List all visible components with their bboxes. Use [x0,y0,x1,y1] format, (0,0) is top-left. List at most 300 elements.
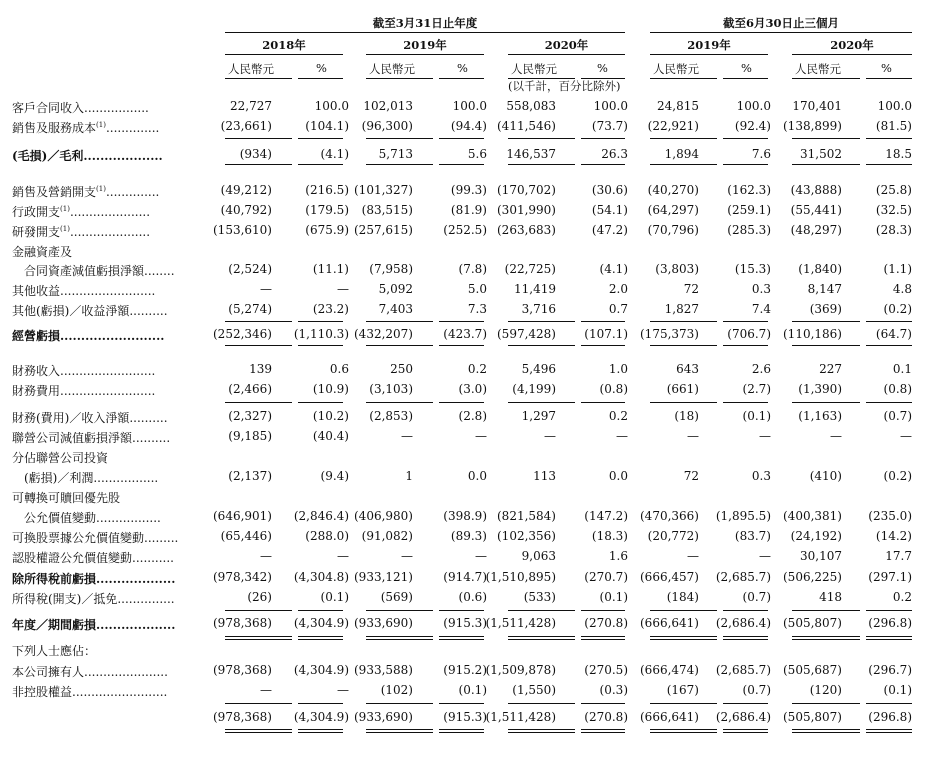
amount-cell: (102) [380,683,413,697]
percent-cell: (914.7) [443,570,487,584]
amount-cell: (110,186) [783,327,842,341]
subtotal-rule [298,703,343,704]
row-label: 行政開支$^{(1)}$..................... [12,205,151,219]
subtotal-rule [366,138,433,139]
percent-cell: 5.0 [467,282,487,296]
header-bottom-rule [298,78,343,79]
percent-cell: (89.3) [450,529,487,543]
amount-cell: (505,807) [783,710,842,724]
header-bottom-rule [723,78,768,79]
subtotal-rule [581,610,625,611]
percent-cell: (296.7) [868,663,912,677]
amount-cell: 558,083 [506,99,556,113]
amount-cell: (153,610) [213,223,272,237]
year-header: 2018年 [262,38,306,52]
row-label: 財務費用......................... [12,384,156,398]
group-rule-fiscal-year [225,32,625,33]
subtotal-rule [792,164,860,165]
amount-cell: (978,368) [213,710,272,724]
amount-cell: (406,980) [354,509,413,523]
subtotal-rule [439,164,484,165]
rmb-column-header: 人民幣元 [511,62,557,76]
amount-cell: — [544,429,556,443]
amount-cell: 1,894 [664,147,699,161]
amount-cell: (933,690) [354,616,413,630]
double-total-rule [723,732,768,733]
percent-cell: (104.1) [305,119,349,133]
amount-cell: (65,446) [220,529,272,543]
subtotal-rule [650,345,717,346]
amount-cell: (661) [666,382,699,396]
percent-cell: (40.4) [312,429,349,443]
percent-cell: (216.5) [305,183,349,197]
subtotal-rule [723,164,768,165]
header-bottom-rule [792,78,860,79]
percent-cell: (288.0) [305,529,349,543]
percent-cell: (2,686.4) [715,616,771,630]
amount-cell: (263,683) [497,223,556,237]
amount-cell: (933,588) [354,663,413,677]
rmb-column-header: 人民幣元 [795,62,841,76]
subtotal-rule [650,138,717,139]
double-total-rule [439,729,484,730]
subtotal-rule [650,164,717,165]
percent-column-header: % [457,61,468,75]
subtotal-rule [439,345,484,346]
percent-cell: (3.0) [458,382,487,396]
amount-cell: 227 [819,362,842,376]
amount-cell: (22,921) [647,119,699,133]
percent-cell: (11.1) [312,262,349,276]
double-total-rule [225,732,292,733]
double-total-rule [366,639,433,640]
amount-cell: (40,792) [220,203,272,217]
amount-cell: (7,958) [369,262,413,276]
subtotal-rule [723,610,768,611]
percent-cell: 100.0 [593,99,628,113]
percent-cell: (915.3) [443,616,487,630]
amount-cell: (400,381) [783,509,842,523]
percent-cell: (2,846.4) [293,509,349,523]
double-total-rule [298,732,343,733]
percent-cell: 100.0 [452,99,487,113]
percent-cell: (2.7) [742,382,771,396]
double-total-rule [723,636,768,637]
percent-cell: (64.7) [875,327,912,341]
row-label: 下列人士應佔： [12,644,97,658]
percent-cell: (73.7) [591,119,628,133]
percent-cell: (0.1) [320,590,349,604]
percent-cell: — [475,549,487,563]
year-header: 2019年 [687,38,731,52]
percent-cell: 4.8 [892,282,912,296]
amount-cell: (167) [666,683,699,697]
percent-cell: (4,304.9) [293,616,349,630]
percent-cell: (4,304.9) [293,663,349,677]
subtotal-rule [508,345,575,346]
subtotal-rule [581,321,625,322]
percent-cell: (296.8) [868,710,912,724]
row-label: 經營虧損......................... [12,329,165,343]
percent-cell: 0.7 [608,302,628,316]
subtotal-rule [225,402,292,403]
amount-cell: (2,137) [228,469,272,483]
amount-cell: (120) [809,683,842,697]
amount-cell: (64,297) [647,203,699,217]
amount-cell: (48,297) [790,223,842,237]
percent-cell: (0.6) [458,590,487,604]
subtotal-rule [723,402,768,403]
amount-cell: (410) [809,469,842,483]
amount-cell: 1,297 [521,409,556,423]
percent-column-header: % [316,61,327,75]
amount-cell: (257,615) [354,223,413,237]
amount-cell: 643 [676,362,699,376]
percent-cell: (0.3) [599,683,628,697]
row-label: 銷售及服務成本$^{(1)}$.............. [12,121,160,135]
subtotal-rule [366,345,433,346]
year-rule [225,54,343,55]
percent-cell: (1,110.3) [293,327,349,341]
row-label: 財務(費用)／收入淨額.......... [12,411,168,425]
percent-cell: (423.7) [443,327,487,341]
percent-cell: (18.3) [591,529,628,543]
amount-cell: (646,901) [213,509,272,523]
double-total-rule [866,636,912,637]
row-label: 聯營公司減值虧損淨額.......... [12,431,171,445]
double-total-rule [723,729,768,730]
amount-cell: (3,803) [655,262,699,276]
percent-cell: 0.6 [329,362,349,376]
row-label: 財務收入......................... [12,364,156,378]
subtotal-rule [650,402,717,403]
double-total-rule [650,729,717,730]
subtotal-rule [866,402,912,403]
double-total-rule [508,639,575,640]
subtotal-rule [298,138,343,139]
rmb-column-header: 人民幣元 [653,62,699,76]
amount-cell: 418 [819,590,842,604]
subtotal-rule [581,703,625,704]
double-total-rule [581,732,625,733]
amount-cell: (175,373) [640,327,699,341]
double-total-rule [866,639,912,640]
subtotal-rule [225,164,292,165]
percent-cell: 0.2 [467,362,487,376]
amount-cell: (533) [523,590,556,604]
amount-cell: (9,185) [228,429,272,443]
percent-cell: (0.1) [883,683,912,697]
amount-cell: (138,899) [783,119,842,133]
amount-cell: (666,474) [640,663,699,677]
double-total-rule [439,732,484,733]
percent-cell: — [759,549,771,563]
row-label: 銷售及營銷開支$^{(1)}$.............. [12,185,160,199]
percent-cell: 0.2 [892,590,912,604]
double-total-rule [866,732,912,733]
subtotal-rule [723,321,768,322]
percent-cell: (0.7) [883,409,912,423]
subtotal-rule [439,610,484,611]
percent-cell: (0.7) [742,683,771,697]
percent-cell: 100.0 [736,99,771,113]
subtotal-rule [866,345,912,346]
percent-cell: (0.1) [458,683,487,697]
row-label: 認股權證公允價值變動........... [12,551,174,565]
percent-cell: (23.2) [312,302,349,316]
amount-cell: (91,082) [361,529,413,543]
subtotal-rule [225,610,292,611]
year-rule [508,54,625,55]
percent-cell: (1.1) [883,262,912,276]
amount-cell: (470,366) [640,509,699,523]
percent-column-header: % [741,61,752,75]
amount-cell: (933,690) [354,710,413,724]
amount-cell: 31,502 [800,147,842,161]
amount-cell: (55,441) [790,203,842,217]
percent-cell: (92.4) [734,119,771,133]
rmb-column-header: 人民幣元 [369,62,415,76]
amount-cell: (1,163) [798,409,842,423]
amount-cell: (2,327) [228,409,272,423]
percent-cell: (0.7) [742,590,771,604]
subtotal-rule [650,703,717,704]
percent-cell: 7.3 [467,302,487,316]
amount-cell: (184) [666,590,699,604]
percent-cell: 26.3 [601,147,628,161]
percent-cell: (0.1) [742,409,771,423]
amount-cell: (83,515) [361,203,413,217]
amount-cell: (978,342) [213,570,272,584]
amount-cell: — [830,429,842,443]
percent-cell: 1.0 [608,362,628,376]
percent-cell: (270.8) [584,616,628,630]
subtotal-rule [723,703,768,704]
subtotal-rule [723,345,768,346]
subtotal-rule [508,164,575,165]
row-label: 可換股票據公允價值變動......... [12,531,179,545]
percent-cell: (297.1) [868,570,912,584]
subtotal-rule [508,610,575,611]
amount-cell: (1,840) [798,262,842,276]
double-total-rule [650,636,717,637]
double-total-rule [792,639,860,640]
amount-cell: (569) [380,590,413,604]
percent-cell: — [337,683,349,697]
percent-cell: 0.3 [751,469,771,483]
percent-cell: (0.1) [599,590,628,604]
row-label: 公允價值變動................. [12,511,161,525]
subtotal-rule [792,321,860,322]
amount-cell: (1,390) [798,382,842,396]
percent-cell: — [900,429,912,443]
amount-cell: 139 [249,362,272,376]
amount-cell: 3,716 [521,302,556,316]
percent-cell: (4,304.9) [293,710,349,724]
double-total-rule [581,636,625,637]
year-header: 2019年 [403,38,447,52]
amount-cell: 1,827 [664,302,699,316]
subtotal-rule [439,402,484,403]
subtotal-rule [508,402,575,403]
double-total-rule [366,729,433,730]
subtotal-rule [792,402,860,403]
double-total-rule [508,636,575,637]
double-total-rule [439,639,484,640]
amount-cell: 11,419 [514,282,556,296]
subtotal-rule [366,610,433,611]
percent-cell: (9.4) [320,469,349,483]
subtotal-rule [366,321,433,322]
row-label: 除所得稅前虧損................... [12,572,176,586]
percent-cell: 0.3 [751,282,771,296]
subtotal-rule [298,610,343,611]
row-label: 其他(虧損)／收益淨額.......... [12,304,168,318]
percent-cell: (94.4) [450,119,487,133]
amount-cell: 5,713 [378,147,413,161]
amount-cell: (369) [809,302,842,316]
amount-cell: (506,225) [783,570,842,584]
amount-cell: (666,641) [640,710,699,724]
subtotal-rule [723,138,768,139]
amount-cell: (252,346) [213,327,272,341]
unit-note: (以千計，百分比除外) [508,79,621,93]
row-label: 金融資產及 [12,245,73,259]
subtotal-rule [866,138,912,139]
double-total-rule [298,639,343,640]
header-bottom-rule [866,78,912,79]
row-label: 其他收益......................... [12,284,156,298]
amount-cell: (301,990) [497,203,556,217]
amount-cell: (23,661) [220,119,272,133]
amount-cell: (505,807) [783,616,842,630]
subtotal-rule [792,610,860,611]
percent-cell: (296.8) [868,616,912,630]
subtotal-rule [366,703,433,704]
percent-cell: (4,304.8) [293,570,349,584]
subtotal-rule [581,402,625,403]
amount-cell: (22,725) [504,262,556,276]
row-label: 分佔聯營公司投資 [12,451,109,465]
amount-cell: — [401,429,413,443]
amount-cell: 1 [405,469,413,483]
percent-cell: (47.2) [591,223,628,237]
year-rule [650,54,768,55]
amount-cell: (1,511,428) [485,710,556,724]
percent-column-header: % [597,61,608,75]
amount-cell: 170,401 [792,99,842,113]
subtotal-rule [225,703,292,704]
percent-cell: 1.6 [608,549,628,563]
percent-cell: (2,685.7) [715,570,771,584]
amount-cell: (1,510,895) [485,570,556,584]
amount-cell: (933,121) [354,570,413,584]
group-rule-three-months [650,32,912,33]
subtotal-rule [650,321,717,322]
amount-cell: — [687,549,699,563]
percent-cell: 18.5 [885,147,912,161]
row-label: 非控股權益......................... [12,685,168,699]
subtotal-rule [581,138,625,139]
percent-cell: 0.0 [608,469,628,483]
percent-cell: 0.1 [892,362,912,376]
percent-cell: (10.9) [312,382,349,396]
percent-cell: (915.2) [443,663,487,677]
amount-cell: (49,212) [220,183,272,197]
header-bottom-rule [366,78,433,79]
amount-cell: (96,300) [361,119,413,133]
subtotal-rule [298,345,343,346]
double-total-rule [366,636,433,637]
amount-cell: 102,013 [363,99,413,113]
double-total-rule [650,732,717,733]
percent-cell: (99.3) [450,183,487,197]
subtotal-rule [866,703,912,704]
amount-cell: — [260,282,272,296]
subtotal-rule [439,321,484,322]
row-label: 年度／期間虧損................... [12,618,176,632]
amount-cell: 72 [683,469,699,483]
double-total-rule [439,636,484,637]
header-bottom-rule [650,78,717,79]
amount-cell: (978,368) [213,663,272,677]
percent-cell: 17.7 [885,549,912,563]
amount-cell: (597,428) [497,327,556,341]
subtotal-rule [439,703,484,704]
percent-cell: (0.8) [599,382,628,396]
subtotal-rule [508,321,575,322]
amount-cell: (432,207) [354,327,413,341]
amount-cell: 5,092 [378,282,413,296]
amount-cell: (170,702) [497,183,556,197]
amount-cell: (666,457) [640,570,699,584]
double-total-rule [225,636,292,637]
percent-cell: 7.6 [751,147,771,161]
percent-cell: (15.3) [734,262,771,276]
percent-cell: 100.0 [877,99,912,113]
amount-cell: (26) [247,590,272,604]
row-label: 本公司擁有人...................... [12,665,168,679]
row-label: 客戶合同收入................. [12,101,149,115]
amount-cell: 24,815 [657,99,699,113]
amount-cell: (1,550) [512,683,556,697]
percent-cell: (14.2) [875,529,912,543]
percent-cell: (1,895.5) [715,509,771,523]
subtotal-rule [792,345,860,346]
double-total-rule [650,639,717,640]
subtotal-rule [439,138,484,139]
amount-cell: (24,192) [790,529,842,543]
percent-cell: (7.8) [458,262,487,276]
header-bottom-rule [225,78,292,79]
subtotal-rule [225,321,292,322]
subtotal-rule [792,138,860,139]
percent-cell: — [337,549,349,563]
amount-cell: (20,772) [647,529,699,543]
percent-cell: (0.2) [883,302,912,316]
percent-cell: (179.5) [305,203,349,217]
double-total-rule [298,636,343,637]
double-total-rule [792,636,860,637]
amount-cell: (102,356) [497,529,556,543]
amount-cell: (5,274) [228,302,272,316]
percent-cell: (270.8) [584,710,628,724]
subtotal-rule [581,345,625,346]
subtotal-rule [508,703,575,704]
year-rule [366,54,484,55]
percent-cell: — [475,429,487,443]
percent-cell: (706.7) [727,327,771,341]
